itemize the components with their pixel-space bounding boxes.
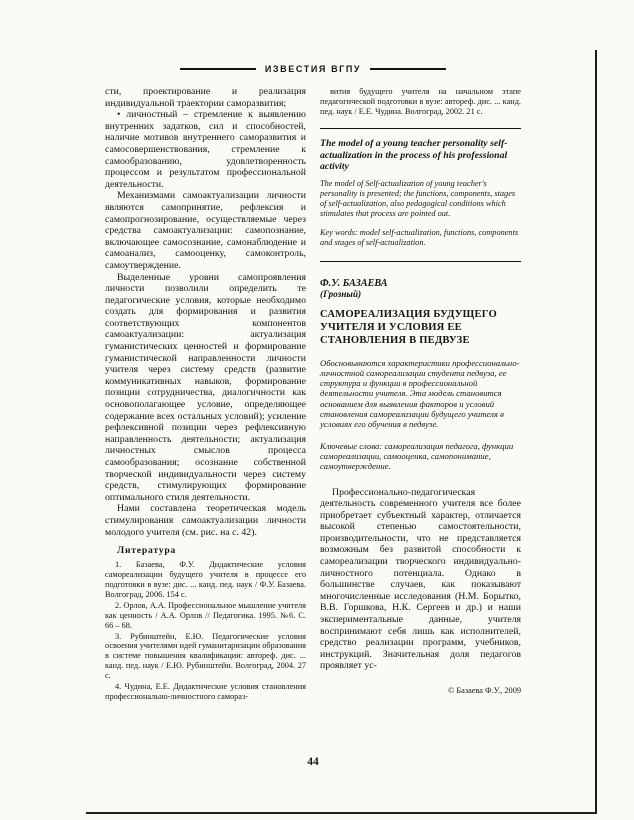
article-body: Профессионально-педагогическая деятельность современного учителя все более приобретает субъектный характер, отличается высокой степенью самостоятельности, производительности, что не представляется возможным без развитой способности к самореализации творческого индивидуально-личностного потенциала. Однако в большинстве случаев, как показывают многочисленные исследования (Н.М. Борытко, В.В. Горшкова, Н.К. Сергеев и др.) и наши экспериментальные данные, учителя воспринимают себя лишь как исполнителей, средство реализации программ, учебников, инструкций. Значительная доля педагогов проявляет ус-: [320, 486, 521, 672]
section-divider-bottom: [320, 261, 521, 262]
journal-header: [105, 64, 521, 74]
journal-title: ИЗВЕСТИЯ ВГПУ: [264, 64, 362, 74]
header-rule-right: [370, 68, 446, 70]
reference-item: 3. Рубинштейн, Е.Ю. Педагогические условия освоения учителями идей гуманитаризации образования в системе повышения квалификации: автореф. дис. ... канд. пед. наук / Е.Ю. Рубинштейн. Волгоград, 2004. 27 с.: [105, 631, 306, 681]
article-author: Ф.У. БАЗАЕВА: [320, 278, 388, 290]
article-author-location: (Грозный): [320, 290, 362, 301]
two-column-layout: [105, 86, 521, 702]
body-paragraph: Выделенные уровни самопроявления личности позволили определить те педагогические условия, которые необходимо создать для формирования и развития соответствующих компонентов самоактуализации: актуализация гуманистических ценностей и формирование гуманистической направленности личности учителя через систему средств (развитие коммуникативных навыков, формирование позиции сотрудничества, диалогичности как основополагающее условие, определяющее содержание всех остальных условий); усиление рефлексивной позиции через рефлексивную направленность деятельности; актуализация личностных смыслов процесса самообразования; осознание собственной творческой индивидуальности через систему средств, стимулирующих формирование оптимального стиля деятельности.: [105, 271, 306, 503]
page-number: 44: [307, 756, 319, 768]
english-keywords: Key words: model self-actualization, functions, components and stages of self-actualization.: [320, 227, 519, 247]
body-paragraph: сти, проектирование и реализация индивидуальной траектории саморазвития;: [105, 86, 306, 109]
reference-item: 4. Чудина, Е.Е. Дидактические условия становления профессионально-личностного самораз-: [105, 682, 306, 701]
right-column: [320, 86, 521, 702]
copyright-notice: © Базаева Ф.У., 2009: [448, 686, 521, 696]
literature-heading: Литература: [117, 545, 177, 557]
reference-item: 1. Базаева, Ф.У. Дидактические условия самореализации будущего учителя в процессе его подготовки в вузе: дис. ... канд. пед. наук / Ф.У. Базаева. Волгоград, 2006. 154 с.: [105, 560, 306, 599]
scan-edge-right: [595, 50, 597, 814]
section-divider-top: [320, 128, 521, 129]
body-paragraph: • личностный – стремление к выявлению внутренних задатков, сил и способностей, наличие мотивов внутреннего саморазвития и самосовершенствования, стремление к самообразованию, удовлетворенность процессом и результатом профессиональной деятельности.: [105, 109, 306, 190]
english-abstract: The model of Self-actualization of young teacher's personality is presented; the functions, components, stages of self-actualization, also pedagogical conditions which stimulates that process are pointed out.: [320, 179, 516, 219]
left-column: [105, 86, 306, 702]
article-title: САМОРЕАЛИЗАЦИЯ БУДУЩЕГО УЧИТЕЛЯ И УСЛОВИЯ ЕЕ СТАНОВЛЕНИЯ В ПЕДВУЗЕ: [320, 309, 497, 346]
scan-edge-bottom: [86, 812, 597, 814]
reference-continuation: вития будущего учителя на начальном этапе педагогической подготовки в вузе: автореф. дис. ... канд. пед. наук / Е.Е. Чудина. Волгоград, 2002. 21 с.: [320, 87, 521, 116]
article-abstract: Обосновываются характеристики профессионально-личностной самореализации студента педвуза, ее структура и функции в профессиональной деятельности учителя. Эта модель становится основанием для выявления факторов и условий становления самореализации будущего учителя в условиях его обучения в педвузе.: [320, 357, 520, 430]
english-title: The model of a young teacher personality self-actualization in the process of his professional activity: [320, 138, 508, 172]
reference-item: 2. Орлов, А.А. Профессиональное мышление учителя как ценность / А.А. Орлов // Педагогика. 1995. №6. С. 66 – 68.: [105, 600, 306, 630]
article-keywords: Ключевые слова: самореализация педагога, функции самореализации, самооценка, самопонимание, самоутверждение.: [320, 440, 514, 472]
body-paragraph: Нами составлена теоретическая модель стимулирования самоактуализации личности молодого учителя (см. рис. на с. 42).: [105, 503, 306, 538]
header-rule-left: [180, 68, 256, 70]
body-paragraph: Механизмами самоактуализации личности являются самопринятие, рефлексия и самопрогнозирование, осуществляемые через средства самоактуализации: самопознание, включающее самосознание, самонаблюдение и самоанализ, самооценку, самоконтроль, самоутверждение.: [105, 190, 306, 271]
